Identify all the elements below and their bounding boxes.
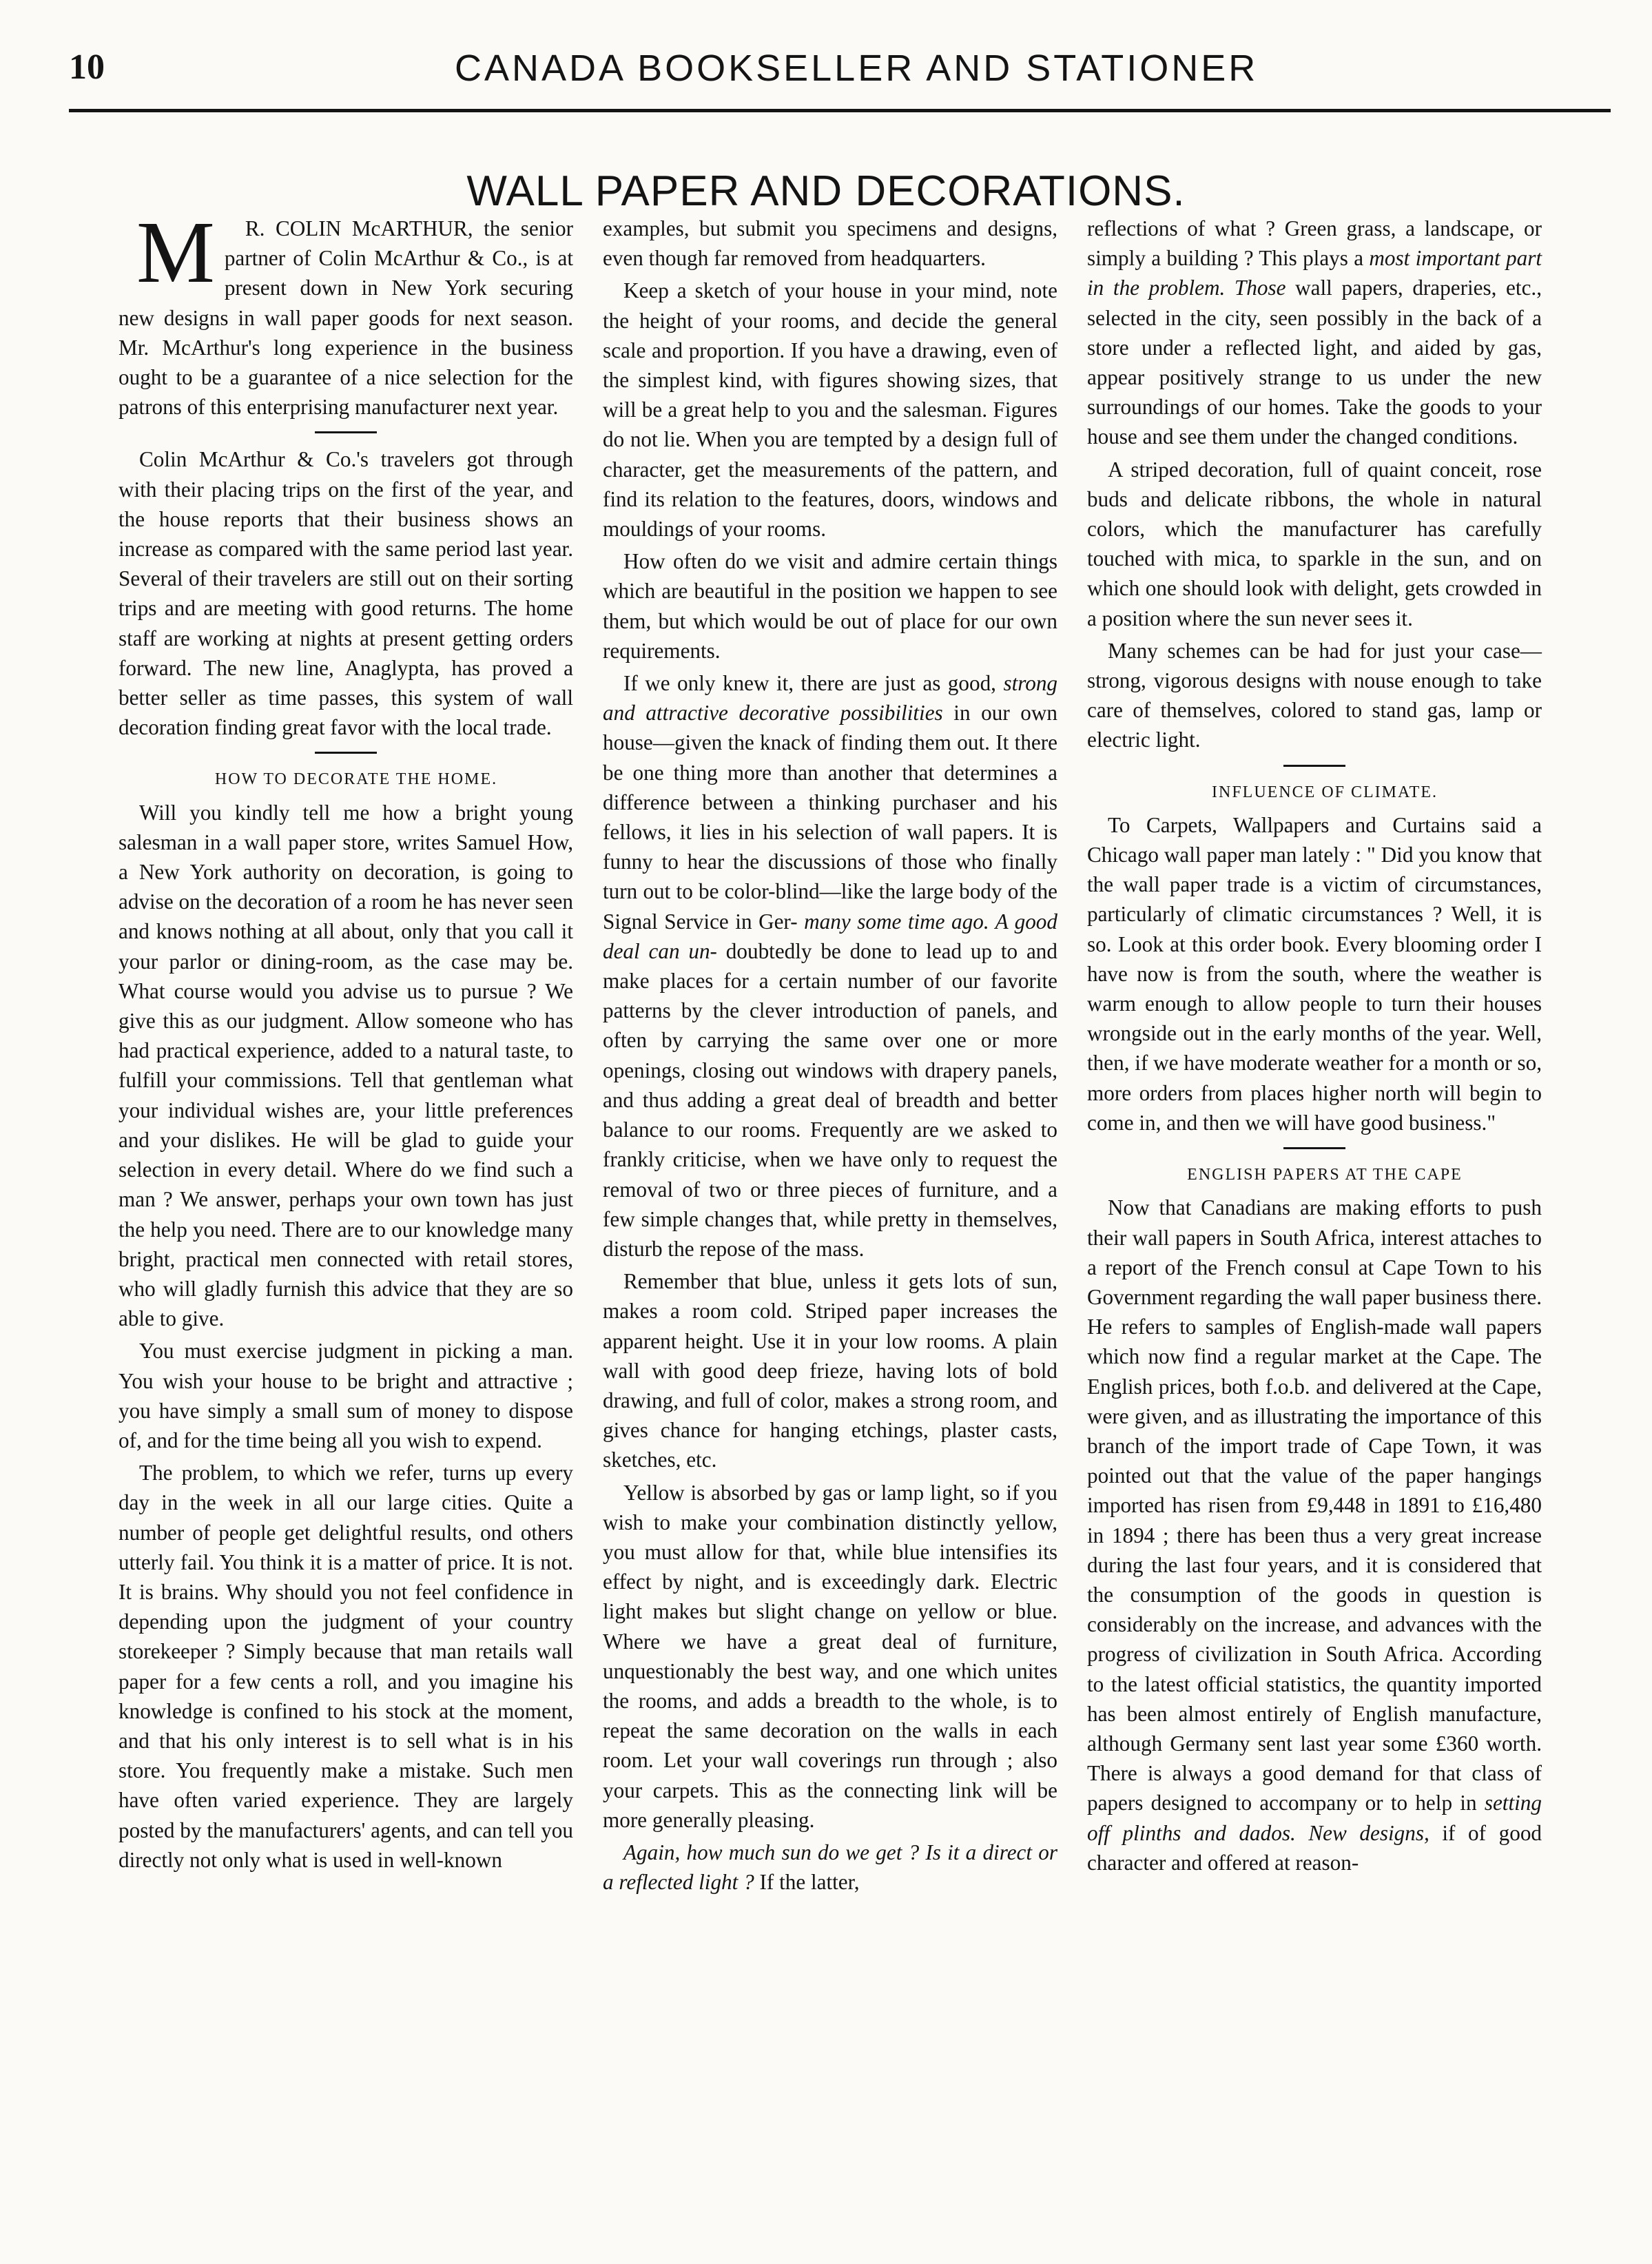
paragraph: Remember that blue, unless it gets lots of sun, makes a room cold. Striped paper increases the apparent height. Use it in your low rooms. A plain wall with good deep frieze, having lots of bold drawing, and full of color, makes a strong room, and gives chance for hanging etchings, plaster casts, sketches, etc. (603, 1269, 1057, 1472)
paragraph: Will you kindly tell me how a bright young salesman in a wall paper store, writes Samuel How, a New York authority on decoration, is going to advise on the decoration of a room he has never seen and knows nothing at all about, only that you call it your parlor or dining-room, as the case may be. What course would you advise us to pursue ? We give this as our judgment. Allow someone who has had practical experience, added to a natural taste, to fulfill your commissions. Tell that gentleman what your individual wishes are, your little preferences and your dislikes. He will be glad to guide your selection in every detail. Where do we find such a man ? We answer, perhaps your own town has just the help you need. There are to our knowledge many bright, practical men connected with retail stores, who will gladly furnish this advice that they are so able to give. (118, 800, 573, 1331)
header-rule (69, 109, 1611, 112)
section-rule (315, 752, 377, 754)
paragraph-text: reflections of what ? Green grass, a landscape, or simply a building ? This plays a (1087, 216, 1542, 271)
paragraph: A striped decoration, full of quaint conceit, rose buds and delicate ribbons, the whole in natural colors, which the manufacturer has carefully touched with mica, to sparkle in the sun, and on which one should look with delight, gets crowded in a position where the sun never sees it. (1087, 457, 1542, 630)
paragraph-text: If the latter, (759, 1870, 860, 1895)
column-3 (1087, 214, 1542, 1880)
section-rule (1283, 765, 1345, 767)
paragraph: Many schemes can be had for just your case—strong, vigorous designs with nouse enough to take care of themselves, colored to stand gas, lamp or electric light. (1087, 638, 1542, 752)
italic-text: Again, how much sun do we get ? Is it a direct or a reflected light ? (603, 1840, 1057, 1895)
column-1 (118, 203, 573, 1877)
paragraph: Colin McArthur & Co.'s travelers got through with their placing trips on the first of the year, and the house reports that their business shows an increase as compared with the same period last year. Several of their travelers are still out on their sorting trips and are meeting with good returns. The home staff are working at nights at present getting orders forward. The new line, Anaglypta, has proved a better seller as time passes, this system of wall decoration finding great favor with the local trade. (118, 447, 573, 740)
journal-title: CANADA BOOKSELLER AND STATIONER (455, 48, 1259, 89)
running-head (69, 43, 1611, 98)
paragraph: You must exercise judgment in picking a man. You wish your house to be bright and attractive ; you have simply a small sum of money to dispose of, and for the time being all you wish to expend. (118, 1339, 573, 1452)
paragraph (1087, 214, 1542, 452)
drop-cap: M (136, 203, 215, 301)
paragraph-text: If we only knew it, there are just as good, (623, 671, 996, 696)
subheading: HOW TO DECORATE THE HOME. (214, 770, 498, 789)
column-2 (603, 214, 1057, 1900)
paragraph-text: R. COLIN McARTHUR, the senior partner of Colin McArthur & Co., is at present down in New York securing new designs in wall paper goods for next season. Mr. McArthur's long experience in the business ought to be a guarantee of a nice selection for the patrons of this enterprising manufacturer next year. (118, 216, 573, 420)
italic-text: most important part in the problem. Those (1087, 246, 1542, 300)
paragraph (603, 1838, 1057, 1897)
paragraph-text: doubtedly be done to lead up to and make places for a certain number of our favorite patterns by the clever introduction of panels, and often by carrying the same over one or more openings, closing out windows with drapery panels, and thus adding a great deal of breadth and better balance to our rooms. Frequently are we asked to frankly criticise, when we have only to request the removal of two or three pieces of furniture, and a few simple changes that, while pretty in themselves, disturb the repose of the mass. (603, 938, 1057, 1261)
paragraph-text: wall papers, draperies, etc., selected in the city, seen possibly in the back of a store under a reflected light, and aided by gas, appear positively strange to us under the new surroundings of our homes. Take the goods to your house and see them under the changed conditions. (1087, 276, 1542, 449)
section-rule (1283, 1147, 1345, 1149)
italic-text: strong and attractive decorative possibilities (603, 671, 1058, 725)
paragraph (603, 668, 1057, 1264)
section-rule (315, 431, 377, 433)
paragraph (1087, 1193, 1542, 1877)
paragraph: The problem, to which we refer, turns up every day in the week in all our large cities. Quite a number of people get delightful results, ond others utterly fail. You think it is a matter of price. It is not. It is brains. Why should you not feel confidence in depending upon the judgment of your country storekeeper ? Simply because that man retails wall paper for a few cents a roll, and you imagine his knowledge is confined to his stock at the moment, and that his only interest is to sell what is in his store. You frequently make a mistake. Such men have often varied experience. They are largely posted by the manufacturers' agents, and can tell you directly not only what is used in well-known (118, 1461, 573, 1872)
italic-text: many some time ago. A good deal can un- (603, 909, 1057, 963)
paragraph: To Carpets, Wallpapers and Curtains said a Chicago wall paper man lately : " Did you know that the wall paper trade is a victim of circumstances, particularly of climatic circumstances ? Well, it is so. Look at this order book. Every blooming order I have now is from the south, where the weather is warm enough to allow people to turn their houses wrongside out in the early months of the year. Well, then, if we have moderate weather for a month or so, more orders from places higher north will begin to come in, and then we will have good business." (1087, 812, 1542, 1135)
paragraph-text: in our own house—given the knack of finding them out. It there be one thing more than another that determines a difference between a thinking purchaser and his fellows, it lies in his selection of wall papers. It is funny to hear the discussions of those who finally turn out to be color-blind—like the large body of the Signal Service in Ger- (603, 701, 1058, 934)
paragraph: Yellow is absorbed by gas or lamp light, so if you wish to make your combination distinctly yellow, you must allow for that, while blue intensifies its effect by night, and is exceedingly dark. Electric light makes but slight change on yellow or blue. Where we have a great deal of furniture, unquestionably the best way, and one which unites the rooms, and adds a breadth to the whole, is to repeat the same decoration on the walls in each room. Let your wall coverings run through ; also your carpets. This as the connecting link will be more generally pleasing. (603, 1480, 1057, 1832)
paragraph: examples, but submit you specimens and designs, even though far removed from headquarters. (603, 216, 1057, 271)
paragraph: How often do we visit and admire certain things which are beautiful in the position we happen to see them, but which would be out of place for our own requirements. (603, 549, 1057, 663)
article-title: WALL PAPER AND DECORATIONS. (466, 167, 1186, 215)
paragraph-text: if of good character and offered at reason- (1087, 1820, 1542, 1875)
paragraph-text: Now that Canadians are making efforts to push their wall papers in South Africa, interest attaches to a report of the French consul at Cape Town to his Government regarding the wall paper business there. He refers to samples of English-made wall papers which now find a regular market at the Cape. The English prices, both f.o.b. and delivered at the Cape, were given, and as illustrating the importance of this branch of the import trade of Cape Town, it was pointed out that the value of the paper hangings imported has risen from £9,448 in 1891 to £16,480 in 1894 ; there has been thus a very great increase during the last four years, and it is considered that the consumption of the goods in question is considerably on the increase, and advances with the progress of civilization in South Africa. According to the latest official statistics, the quantity imported has been almost entirely of English manufacture, although Germany sent last year some £360 worth. There is always a good demand for that class of papers designed to accompany or to help in (1087, 1195, 1542, 1815)
paragraph: Keep a sketch of your house in your mind, note the height of your rooms, and decide the general scale and proportion. If you have a drawing, even of the simplest kind, with figures showing sizes, that will be a great help to you and the salesman. Figures do not lie. When you are tempted by a design full of character, get the measurements of the pattern, and find its relation to the features, doors, windows and mouldings of your rooms. (603, 278, 1057, 542)
italic-text: setting off plinths and dados. New designs, (1087, 1791, 1542, 1845)
page-number: 10 (69, 48, 105, 87)
paragraph (118, 203, 573, 422)
subheading: ENGLISH PAPERS AT THE CAPE (1187, 1166, 1463, 1184)
subheading: INFLUENCE OF CLIMATE. (1212, 783, 1438, 801)
